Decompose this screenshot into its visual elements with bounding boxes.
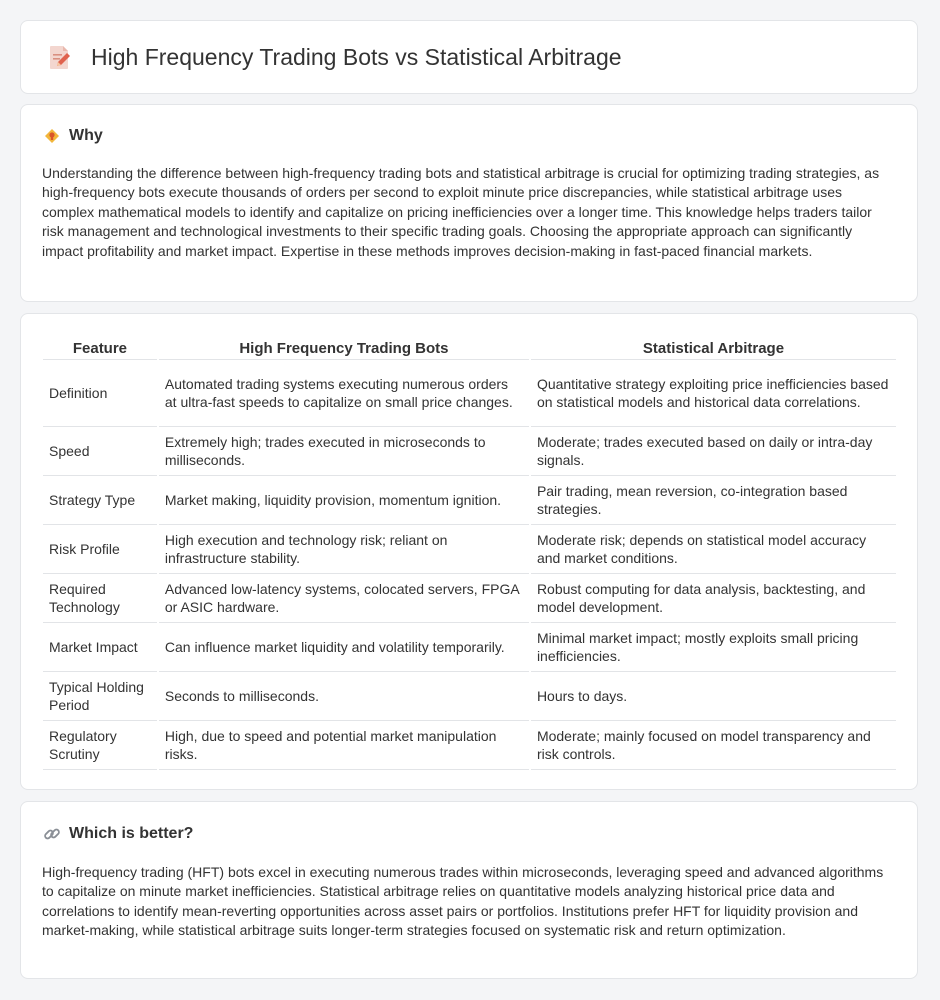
- better-heading-row: [43, 825, 193, 843]
- better-heading: Which is better?: [69, 825, 194, 842]
- stat-arb-cell: Quantitative strategy exploiting price inefficiencies based on statistical models and historical data correlations.: [531, 360, 896, 427]
- feature-cell: Strategy Type: [43, 476, 157, 525]
- header-hft-bots: High Frequency Trading Bots: [159, 335, 529, 360]
- lightbulb-icon: [43, 127, 61, 145]
- why-text: Understanding the difference between high-frequency trading bots and statistical arbitrage is crucial for optimizing trading strategies, as high-frequency bots execute thousands of orders per second to exploit minute price discrepancies, while statistical arbitrage uses complex mathematical models to identify and capitalize on pricing inefficiencies over a longer time. This knowledge helps traders tailor risk management and technological investments to their specific trading goals. Choosing the appropriate approach can significantly impact profitability and market impact. Expertise in these methods improves decision-making in fast-paced financial markets.: [42, 165, 880, 259]
- comparison-table-card: [20, 313, 918, 790]
- stat-arb-cell: Pair trading, mean reversion, co-integration based strategies.: [531, 476, 896, 525]
- table-header-row: [43, 335, 896, 360]
- feature-cell: Market Impact: [43, 623, 157, 672]
- hft-cell: High execution and technology risk; reliant on infrastructure stability.: [159, 525, 529, 574]
- stat-arb-cell: Moderate; trades executed based on daily or intra-day signals.: [531, 427, 896, 476]
- title-row: [45, 43, 622, 71]
- link-icon: [43, 825, 61, 843]
- header-feature: Feature: [43, 335, 157, 360]
- hft-cell: Automated trading systems executing numerous orders at ultra-fast speeds to capitalize on small price changes.: [159, 360, 529, 427]
- stat-arb-cell: Minimal market impact; mostly exploits small pricing inefficiencies.: [531, 623, 896, 672]
- table-row: [43, 427, 896, 476]
- table-row: [43, 574, 896, 623]
- why-heading: Why: [69, 127, 103, 144]
- feature-cell: Risk Profile: [43, 525, 157, 574]
- header-stat-arb: Statistical Arbitrage: [531, 335, 896, 360]
- which-is-better-card: [20, 801, 918, 979]
- better-text: High-frequency trading (HFT) bots excel in executing numerous trades within microseconds, leveraging speed and advanced algorithms to capitalize on minute market inefficiencies. Statistical arbitrage relies on quantitative models analyzing historical price data and correlations to identify mean-reverting opportunities across asset pairs or portfolios. Institutions prefer HFT for liquidity provision and market-making, while statistical arbitrage suits longer-term strategies focused on systematic risk and return optimization.: [42, 864, 884, 939]
- hft-cell: Advanced low-latency systems, colocated servers, FPGA or ASIC hardware.: [159, 574, 529, 623]
- title-card: [20, 20, 918, 94]
- hft-cell: Seconds to milliseconds.: [159, 672, 529, 721]
- feature-cell: Required Technology: [43, 574, 157, 623]
- hft-cell: Market making, liquidity provision, momentum ignition.: [159, 476, 529, 525]
- table-row: [43, 525, 896, 574]
- comparison-table: [41, 335, 898, 770]
- hft-cell: Can influence market liquidity and volatility temporarily.: [159, 623, 529, 672]
- table-row: [43, 476, 896, 525]
- stat-arb-cell: Hours to days.: [531, 672, 896, 721]
- why-card: [20, 104, 918, 302]
- table-row: [43, 360, 896, 427]
- table-row: [43, 672, 896, 721]
- hft-cell: Extremely high; trades executed in microseconds to milliseconds.: [159, 427, 529, 476]
- stat-arb-cell: Robust computing for data analysis, backtesting, and model development.: [531, 574, 896, 623]
- table-row: [43, 721, 896, 770]
- feature-cell: Typical Holding Period: [43, 672, 157, 721]
- table-row: [43, 623, 896, 672]
- feature-cell: Regulatory Scrutiny: [43, 721, 157, 770]
- hft-cell: High, due to speed and potential market manipulation risks.: [159, 721, 529, 770]
- why-heading-row: [43, 127, 103, 145]
- feature-cell: Definition: [43, 360, 157, 427]
- stat-arb-cell: Moderate; mainly focused on model transparency and risk controls.: [531, 721, 896, 770]
- feature-cell: Speed: [43, 427, 157, 476]
- stat-arb-cell: Moderate risk; depends on statistical model accuracy and market conditions.: [531, 525, 896, 574]
- document-edit-icon: [45, 43, 73, 71]
- page-title: High Frequency Trading Bots vs Statistical Arbitrage: [91, 43, 622, 70]
